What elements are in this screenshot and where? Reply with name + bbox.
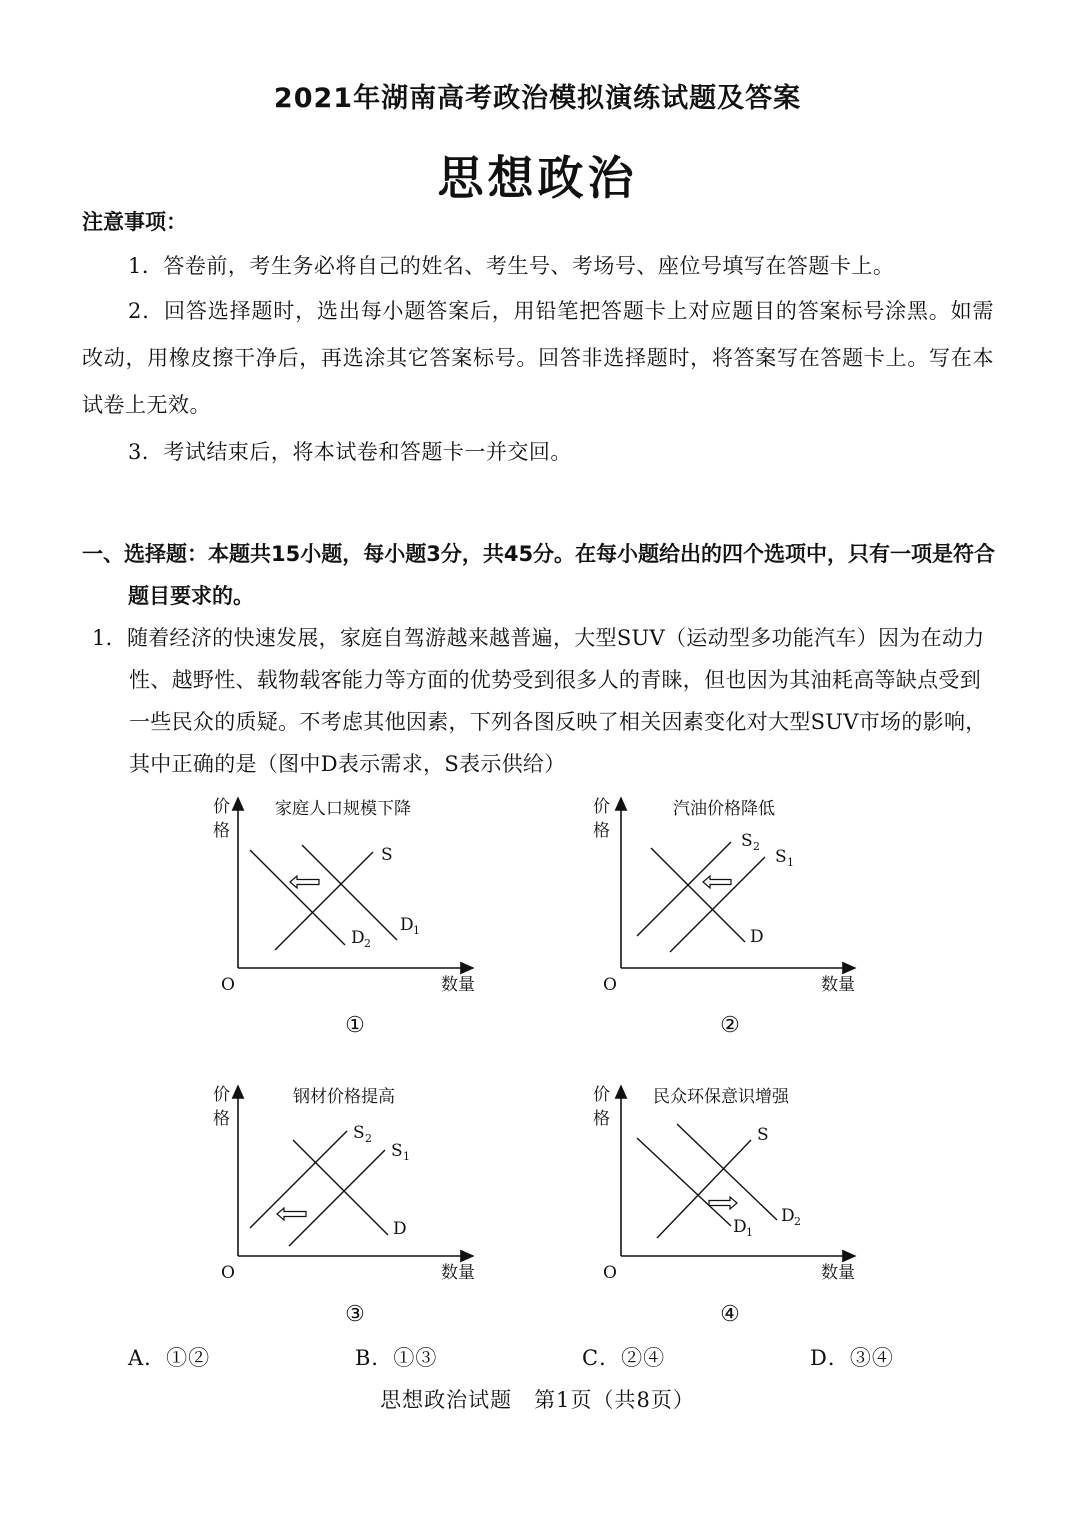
y-label-2: 格	[213, 1109, 230, 1129]
curve-d1-sub: 1	[413, 924, 420, 937]
curve-s-label: S	[381, 845, 393, 865]
graph-4	[585, 1078, 875, 1292]
notice-heading: 注意事项：	[82, 210, 187, 234]
curve-d	[293, 1140, 388, 1235]
notice-item-1: 1．答卷前，考生务必将自己的姓名、考生号、考场号、座位号填写在答题卡上。	[128, 254, 895, 278]
subject-title: 思想政治	[437, 151, 638, 205]
curve-d1-sub: 1	[746, 1226, 753, 1239]
curve-d-label: D	[750, 927, 764, 947]
notice-item-2: 2．回答选择题时，选出每小题答案后，用铅笔把答题卡上对应题目的答案标号涂黑。如需改动，用橡皮擦干净后，再选涂其它答案标号。回答非选择题时，将答案写在答题卡上。写在本试卷上无效。	[82, 299, 994, 417]
notice-item-3: 3．考试结束后，将本试卷和答题卡一并交回。	[128, 440, 572, 464]
section-heading: 一、选择题：本题共15小题，每小题3分，共45分。在每小题给出的四个选项中，只有一项是符合题目要求的。	[82, 542, 996, 608]
graph-title: 家庭人口规模下降	[275, 799, 411, 819]
curve-s2	[637, 842, 731, 936]
curve-d2-label: D	[781, 1206, 795, 1226]
y-label-1: 价	[593, 797, 610, 817]
shift-arrow-left	[290, 876, 319, 888]
graph-3	[205, 1078, 495, 1292]
curve-s1-label: S	[775, 847, 787, 867]
origin-label: O	[221, 1263, 235, 1283]
curve-s1-sub: 1	[403, 1150, 410, 1163]
document-title: 2021年湖南高考政治模拟演练试题及答案	[273, 83, 802, 114]
curve-s1-sub: 1	[787, 856, 794, 869]
origin-label: O	[603, 975, 617, 995]
option-d: D．③④	[810, 1346, 894, 1370]
page-footer: 思想政治试题 第1页（共8页）	[380, 1388, 695, 1412]
curve-d	[651, 848, 745, 942]
x-label: 数量	[441, 975, 475, 995]
curve-s1-label: S	[391, 1141, 403, 1161]
option-a: A．①②	[128, 1346, 211, 1370]
x-label: 数量	[821, 975, 855, 995]
curve-d1-label: D	[400, 915, 414, 935]
y-label-1: 价	[213, 797, 230, 817]
shift-arrow-left	[703, 876, 731, 888]
curve-d-label: D	[393, 1219, 407, 1239]
question-1-text: 1．随着经济的快速发展，家庭自驾游越来越普遍，大型SUV（运动型多功能汽车）因为在动力性、越野性、载物载客能力等方面的优势受到很多人的青睐，但也因为其油耗高等缺点受到一些民众的质疑。不考虑其他因素，下列各图反映了相关因素变化对大型SUV市场的影响，其中正确的是（图中D表示需求，S表示供给）	[92, 626, 987, 776]
curve-d2	[250, 850, 345, 945]
curve-s-label: S	[757, 1125, 769, 1145]
curve-s2-label: S	[741, 831, 753, 851]
graph-2	[585, 790, 875, 1004]
origin-label: O	[221, 975, 235, 995]
graph-3-number: ③	[345, 1302, 365, 1327]
curve-d2-label: D	[351, 928, 365, 948]
shift-arrow-right	[709, 1197, 737, 1209]
y-label-1: 价	[593, 1085, 610, 1105]
graph-1	[205, 790, 495, 1004]
y-label-2: 格	[213, 821, 230, 841]
option-b: B．①③	[355, 1346, 438, 1370]
curve-d1-label: D	[733, 1217, 747, 1237]
x-label: 数量	[821, 1263, 855, 1283]
curve-d2-sub: 2	[364, 937, 371, 950]
curve-s1	[289, 1150, 385, 1246]
curve-d1	[637, 1138, 731, 1226]
y-label-1: 价	[213, 1085, 230, 1105]
y-label-2: 格	[593, 821, 610, 841]
curve-d2-sub: 2	[794, 1215, 801, 1228]
y-label-2: 格	[593, 1109, 610, 1129]
option-c: C．②④	[582, 1346, 666, 1370]
graph-1-number: ①	[345, 1013, 365, 1038]
graph-4-number: ④	[720, 1302, 740, 1327]
curve-s2-sub: 2	[753, 840, 760, 853]
curve-s2-label: S	[353, 1123, 365, 1143]
curve-s2-sub: 2	[365, 1132, 372, 1145]
x-label: 数量	[441, 1263, 475, 1283]
graph-title: 民众环保意识增强	[653, 1087, 789, 1107]
graph-title: 钢材价格提高	[293, 1087, 395, 1107]
graph-2-number: ②	[720, 1013, 740, 1038]
graph-title: 汽油价格降低	[673, 799, 775, 819]
origin-label: O	[603, 1263, 617, 1283]
shift-arrow-left	[277, 1208, 306, 1220]
